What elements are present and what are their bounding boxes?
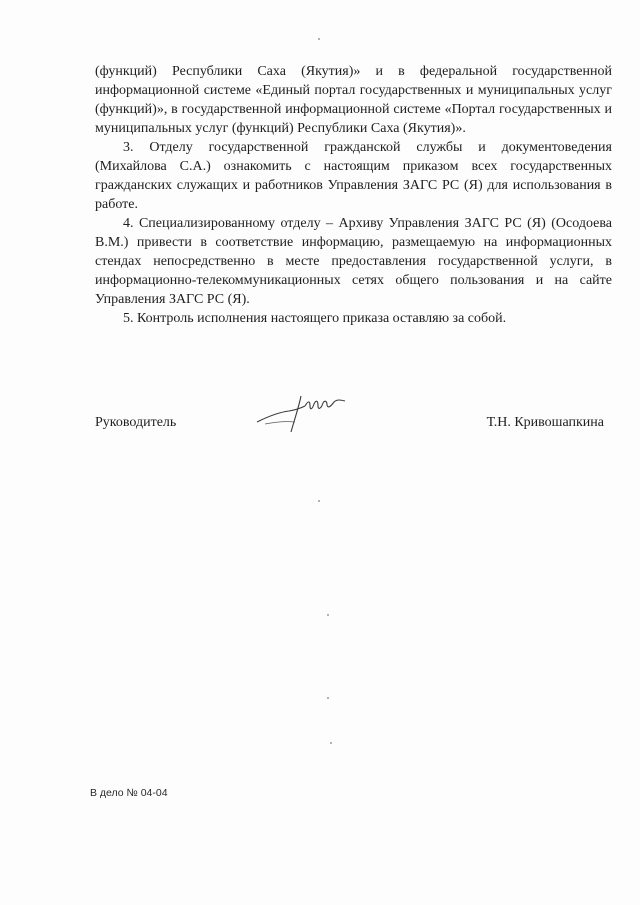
scan-speck <box>318 500 320 502</box>
scan-speck <box>327 614 329 616</box>
file-note: В дело № 04-04 <box>90 787 168 799</box>
handwritten-signature <box>255 392 350 438</box>
paragraph-item-3: 3. Отделу государственной гражданской службы и документоведения (Михайлова С.А.) ознакомить с настоящим приказом всех государственных гражданских служащих и работников Управления ЗАГС РС (Я) для использования в работе. <box>95 140 612 212</box>
paragraph-continuation: (функций) Республики Саха (Якутия)» и в федеральной государственной информационной системе «Единый портал государственных и муниципальных услуг (функций)», в государственной информационной системе «Портал государственных и муниципальных услуг (функций) Республики Саха (Якутия)». <box>95 64 612 136</box>
paragraph-item-4: 4. Специализированному отделу – Архиву Управления ЗАГС РС (Я) (Осодоева В.М.) привести в соответствие информацию, размещаемую на информационных стендах непосредственно в месте предоставления государственной услуги, в информационно-телекоммуникационных сетях общего пользования и на сайте Управления ЗАГС РС (Я). <box>95 216 612 307</box>
signatory-name: Т.Н. Кривошапкина <box>486 415 604 430</box>
paragraph-item-5: 5. Контроль исполнения настоящего приказа оставляю за собой. <box>123 311 507 326</box>
scan-speck <box>327 697 329 699</box>
scan-speck <box>330 742 332 744</box>
signature-block <box>95 408 612 448</box>
signatory-title: Руководитель <box>95 415 177 430</box>
document-body <box>95 62 612 328</box>
scan-speck <box>318 38 320 40</box>
